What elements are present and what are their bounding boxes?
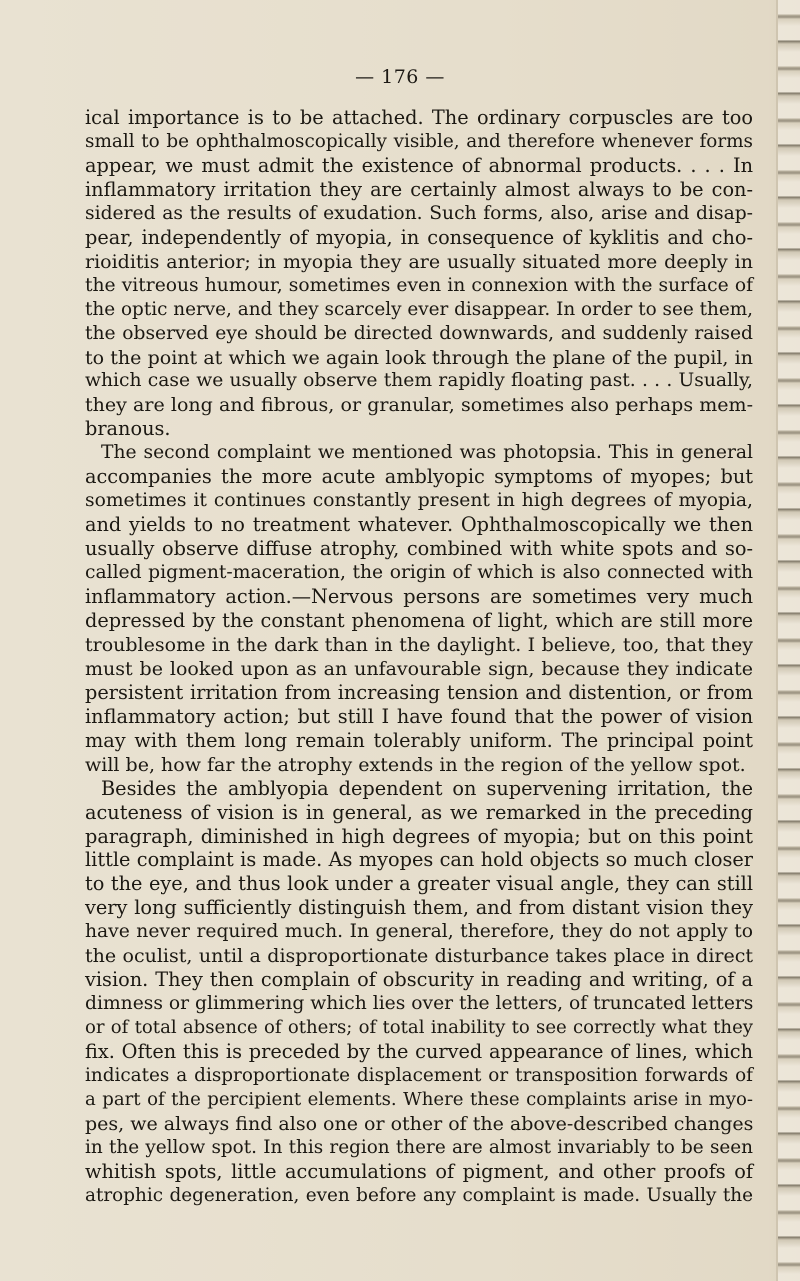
text-line: very long sufficiently distinguish them, and from distant vision they bbox=[85, 896, 753, 920]
text-line: sidered as the results of exudation. Such forms, also, arise and disap- bbox=[85, 202, 753, 224]
text-line: must be looked upon as an unfavourable sign, because they indicate bbox=[85, 657, 753, 680]
text-line: inflammatory action.—Nervous persons are sometimes very much bbox=[85, 585, 753, 608]
text-line: inflammatory irritation they are certainly almost always to be con- bbox=[85, 177, 753, 201]
text-line: vision. They then complain of obscurity in reading and writing, of a bbox=[85, 968, 753, 992]
text-line: in the yellow spot. In this region there are almost invariably to be seen bbox=[85, 1136, 753, 1158]
text-line: pes, we always find also one or other of the above-described changes bbox=[85, 1112, 754, 1135]
text-line: atrophic degeneration, even before any complaint is made. Usually the bbox=[85, 1184, 753, 1206]
text-line: persistent irritation from increasing tension and distention, or from bbox=[85, 680, 753, 704]
text-line: whitish spots, little accumulations of pigment, and other proofs of bbox=[85, 1159, 753, 1183]
text-line: the observed eye should be directed downwards, and suddenly raised bbox=[85, 322, 753, 344]
text-line: small to be ophthalmoscopically visible, and therefore whenever forms bbox=[85, 130, 753, 152]
text-line: rioiditis anterior; in myopia they are usually situated more deeply in bbox=[85, 250, 753, 273]
text-line: acuteness of vision is in general, as we remarked in the preceding bbox=[85, 800, 753, 824]
text-line: fix. Often this is preceded by the curved appearance of lines, which bbox=[85, 1040, 753, 1064]
text-line: and yields to no treatment whatever. Ophthalmoscopically we then bbox=[85, 513, 753, 537]
text-line: the optic nerve, and they scarcely ever disappear. In order to see them, bbox=[85, 298, 753, 320]
text-line: to the point at which we again look through the plane of the pupil, in bbox=[85, 346, 753, 369]
text-line: accompanies the more acute amblyopic symptoms of myopes; but bbox=[85, 465, 753, 489]
text-line: depressed by the constant phenomena of light, which are still more bbox=[85, 608, 753, 632]
text-line: or of total absence of others; of total inability to see correctly what they bbox=[85, 1017, 753, 1039]
text-line: may with them long remain tolerably uniform. The principal point bbox=[85, 728, 753, 752]
text-line: the vitreous humour, sometimes even in connexion with the surface of bbox=[85, 274, 753, 296]
text-line: little complaint is made. As myopes can hold objects so much closer bbox=[85, 848, 753, 872]
text-line: called pigment-maceration, the origin of which is also connected with bbox=[85, 562, 753, 584]
text-line: dimness or glimmering which lies over the letters, of truncated letters bbox=[85, 993, 754, 1015]
text-line: indicates a disproportionate displacement or transposition forwards of bbox=[85, 1065, 753, 1086]
text-line: they are long and fibrous, or granular, sometimes also perhaps mem- bbox=[85, 394, 753, 417]
text-line: Besides the amblyopia dependent on supervening irritation, the bbox=[101, 776, 753, 800]
text-line: have never required much. In general, therefore, they do not apply to bbox=[85, 921, 753, 943]
text-line: sometimes it continues constantly present in high degrees of myopia, bbox=[85, 490, 753, 512]
text-line: paragraph, diminished in high degrees of myopia; but on this point bbox=[85, 824, 753, 848]
text-line: will be, how far the atrophy extends in the region of the yellow spot. bbox=[85, 753, 746, 776]
text-line: ical importance is to be attached. The ordinary corpuscles are too bbox=[85, 106, 753, 129]
text-line: to the eye, and thus look under a greater visual angle, they can still bbox=[85, 872, 753, 896]
text-line: the oculist, until a disproportionate disturbance takes place in direct bbox=[85, 945, 753, 968]
text-line: pear, independently of myopia, in consequence of kyklitis and cho- bbox=[85, 225, 753, 249]
text-line: usually observe diffuse atrophy, combined with white spots and so- bbox=[85, 537, 753, 561]
text-line: which case we usually observe them rapidly floating past. . . . Usually, bbox=[85, 370, 753, 392]
text-line: branous. bbox=[85, 417, 171, 441]
text-line: inflammatory action; but still I have found that the power of vision bbox=[85, 704, 753, 728]
text-line: troublesome in the dark than in the daylight. I believe, too, that they bbox=[85, 633, 753, 656]
text-line: a part of the percipient elements. Where these complaints arise in myo- bbox=[85, 1088, 753, 1110]
page-number: — 176 — bbox=[355, 66, 445, 88]
text-line: The second complaint we mentioned was photopsia. This in general bbox=[101, 442, 753, 464]
text-line: appear, we must admit the existence of abnormal products. . . . In bbox=[85, 153, 753, 177]
page-edge-stack bbox=[778, 0, 800, 1281]
